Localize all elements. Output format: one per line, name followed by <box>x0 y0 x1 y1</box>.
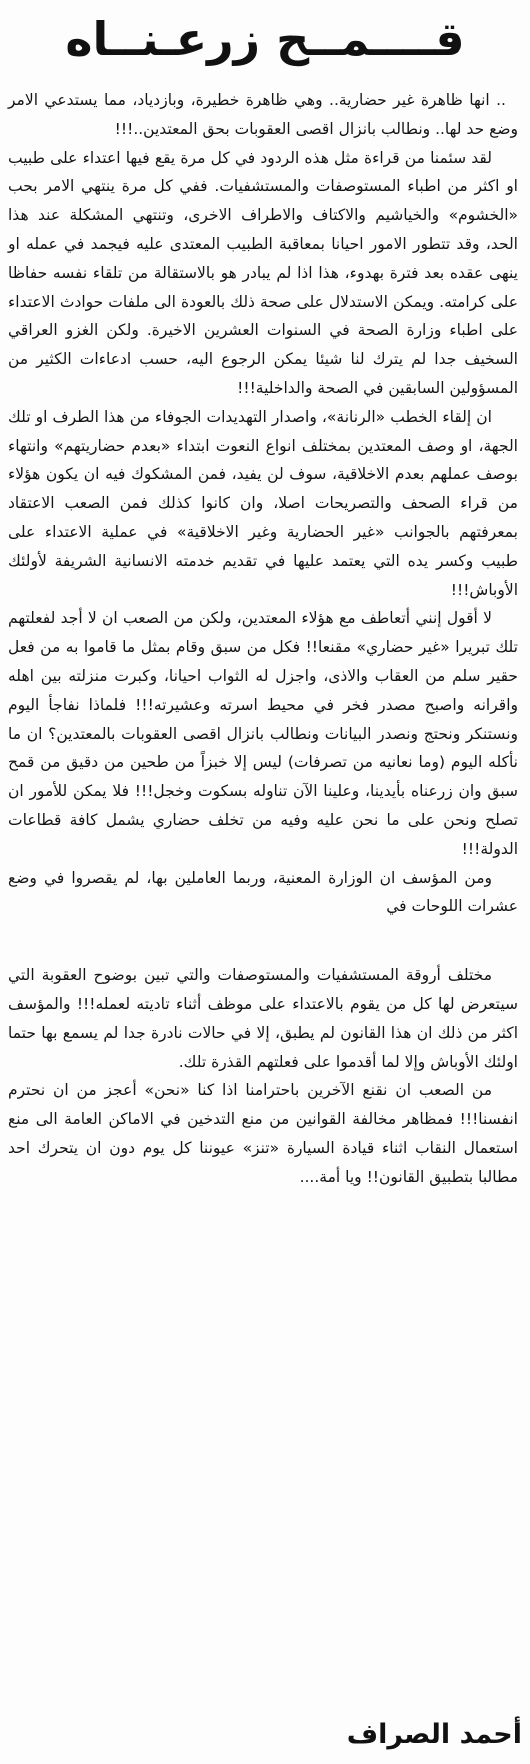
paragraph: ان إلقاء الخطب «الرنانة»، واصدار التهديدات الجوفاء من هذا الطرف او تلك الجهة، او وصف المعتدين بمختلف انواع النعوت ابتداء «بعدم حضاريتهم» وانتهاء بوصف عملهم بعدم الاخلاقية، سوف لن يفيد، فمن المشكوك فيه ان يكون هؤلاء من قراء الصحف والتصريحات اصلا، وان كانوا كذلك فمن الصعب الاعتقاد بمعرفتهم بالجوانب «غير الحضارية وغير الاخلاقية» في عملية الاعتداء على طبيب وكسر يده التي يعتمد عليها في تقديم خدمته الانسانية الشريفة لأولئك الأوباش!!! <box>8 407 518 599</box>
paragraph: مختلف أروقة المستشفيات والمستوصفات والتي تبين بوضوح العقوبة التي سيتعرض لها كل من يقوم بالاعتداء على موظف أثناء تاديته لعمله!!! والمؤسف اكثر من ذلك ان هذا القانون لم يطبق، إلا في حالات نادرة جدا لم يسمع بها حتما اولئك الأوباش وإلا لما أقدموا على فعلتهم القذرة تلك. <box>8 966 518 1071</box>
paragraph: .. انها ظاهرة غير حضارية.. وهي ظاهرة خطيرة، وبازدياد، مما يستدعي الامر وضع حد لها.. ونطالب بانزال اقصى العقوبات بحق المعتدين..!!! <box>8 91 518 138</box>
column-gap <box>8 921 518 961</box>
paragraph: لا أقول إنني أتعاطف مع هؤلاء المعتدين، ولكن من الصعب ان لا أجد لفعلتهم تلك تبريرا «غير حضاري» مقنعا!! فكل من سبق وقام بمثل ما قاموا به من فعل حقير سلم من العقاب والاذى، واجزل له الثواب احيانا، وكبرت منزلته بين اهله واقرانه واصبح مصدر فخر في محيط اسرته وعشيرته!!! فلماذا نفاجأ اليوم ونستنكر ونحتج ونصدر البيانات ونطالب بانزال اقصى العقوبات بالمعتدين؟ ان ما نأكله اليوم (وما نعانيه من تصرفات) ليس إلا خبزاً من طحين من دقيق من قمح سبق وان زرعناه بأيدينا، وعلينا الآن تناوله بسكوت وخجل!!! فلا يمكن للأمور ان تصلح ونحن على ما نحن عليه وفيه من تخلف حضاري يشمل كافة قطاعات الدولة!!! <box>8 609 518 858</box>
paragraph: من الصعب ان نقنع الآخرين باحترامنا اذا كنا «نحن» أعجز من ان نحترم انفسنا!!! فمظاهر مخالفة القوانين من منع التدخين في الاماكن العامة الى منع استعمال النقاب اثناء قيادة السيارة «تنز» عيوننا كل يوم دون ان يتحرك احد مطالبا بتطبيق القانون!! ويا أمة.... <box>8 1081 518 1186</box>
paragraph: لقد سئمنا من قراءة مثل هذه الردود في كل مرة يقع فيها اعتداء على طبيب او اكثر من اطباء المستوصفات والمستشفيات. ففي كل مرة ينتهي الامر بحب «الخشوم» والخياشيم والاكتاف والاطراف الاخرى، وتنتهي المشكلة عند هذا الحد، وقد تتطور الامور احيانا بمعاقبة الطبيب المعتدى عليه فيجمد في عمله او ينهى عقده بعد فترة بهدوء، هذا اذا لم يبادر هو بالاستقالة من تلقاء نفسه حفاظا على كرامته. ويمكن الاستدلال على صحة ذلك بالعودة الى ملفات حوادث الاعتداء على اطباء وزارة الصحة في السنوات العشرين الاخيرة. ولكن الغزو العراقي السخيف جدا لم يترك لنا شيئا يمكن الرجوع اليه، حسب ادعاءات الكثير من المسؤولين السابقين في الصحة والداخلية!!! <box>8 148 518 397</box>
headline: قــــمــح زرعـنــاه <box>65 12 465 66</box>
article-body <box>8 86 518 1191</box>
paragraph: ومن المؤسف ان الوزارة المعنية، وربما العاملين بها، لم يقصروا في وضع عشرات اللوحات في <box>8 868 518 916</box>
author-byline: أحمد الصراف <box>346 1719 522 1750</box>
